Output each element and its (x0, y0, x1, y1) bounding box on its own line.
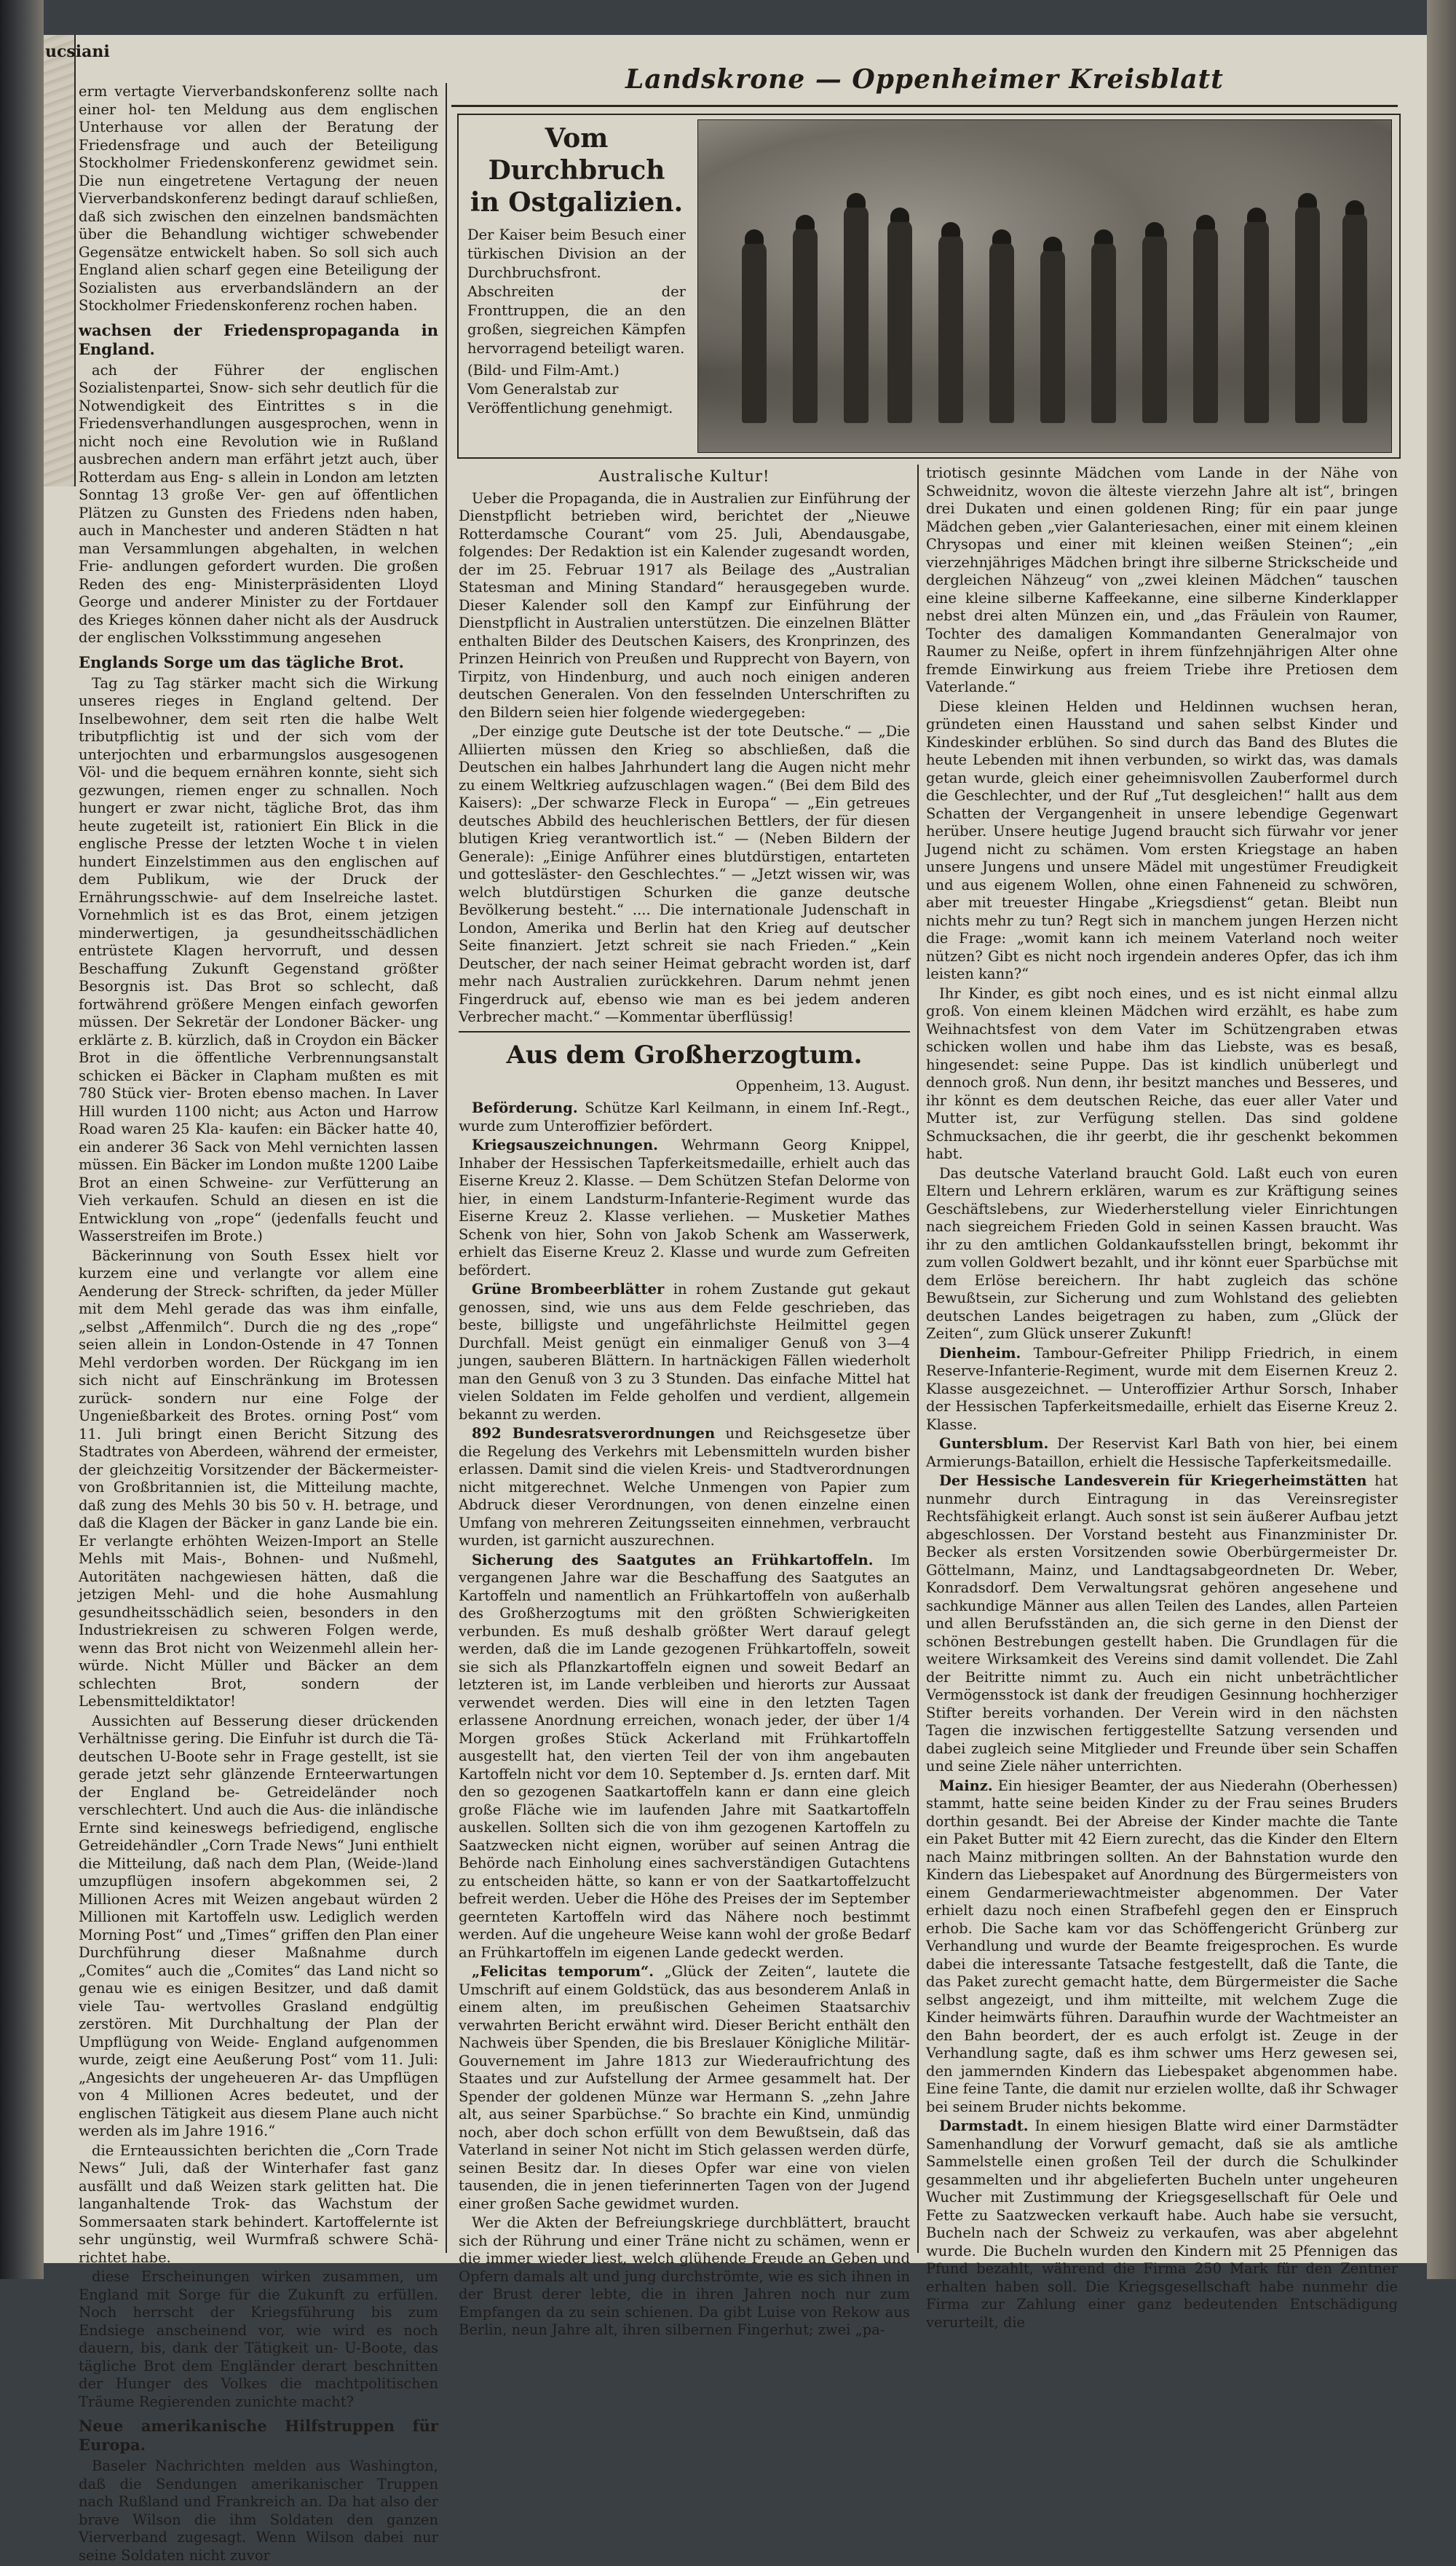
news-item-title: Kriegsauszeichnungen. (472, 1137, 658, 1153)
article-intro: erm vertagte Vierverbandskonferenz sollte nach einer hol- ten Meldung aus dem englischen Unterhause vor allen der Beratung der Friedensfrage und auch der Beteiligung Stockholmer Friedenskonferenz gewidmet sein. Die nun eingetretene Vertagung der neuen Vierverbandskonferenz bedingt darauf schließen, daß sich zwischen den einzelnen bandsmächten über die Behandlung wichtiger schwebender Gegensätze entwickelt haben. So soll sich auch England alien scharf gegen eine Beteiligung der Sozialisten aus erverbandsländern an der Stockholmer Friedenskonferenz rochen haben. (79, 83, 438, 314)
paragraph: ach der Führer der englischen Sozialistenpartei, Snow- sich sehr deutlich für die Notwendigkeit des Eintrittes s in die Friedensverhandlungen ausgesprochen, wenn in nicht noch eine Revolution wie in Rußland ausbrechen andern man erfährt jetzt auch, über Rotterdam aus Eng- s allein in London am letzten Sonntag 13 große Ver- gen auf öffentlichen Plätzen zu Gunsten des Friedens nden haben, auch in Manchester und anderen Städten n hat man Versammlungen abgehalten, in welchen Frie- andlungen gefordert wurden. Die großen Reden des eng- Ministerpräsidenten Lloyd George und anderer Minister zu der Fortdauer des Krieges können daher nicht als der Ausdruck der englischen Volksstimmung angesehen (79, 361, 438, 646)
photo-helmet (890, 208, 909, 222)
paragraph: Das deutsche Vaterland braucht Gold. Laßt euch von euren Eltern und Lehrern erklären, warum es zur Kräftigung seines Geschäftslebens, zur Wiederherstellung vieler Einrichtungen nach siegreichem Frieden Gold in seinen Kassen braucht. Was ihr zu den amtlichen Goldankaufsstellen bringt, bekommt ihr zum vollen Goldwert bezahlt, und ihr könnt euer Sparbüchse mit dem Erlöse bereichern. Ihr habt zugleich das schöne Bewußtsein, zur Sicherung und zum Wohlstand des geliebten deutschen Landes beigetragen zu haben, zum „Glück der Zeiten“, zum Glück unserer Zukunft! (926, 1164, 1398, 1342)
news-item (459, 1425, 910, 1550)
photo-figure (1342, 212, 1367, 423)
column-1 (79, 83, 438, 2566)
photo-title-line1: Vom Durchbruch (488, 123, 665, 186)
news-item-text: und Reichsgesetze über die Regelung des Verkehrs mit Lebensmitteln wurden bisher erlassen. Damit sind die vielen Kreis- und Stadtverordnungen nicht mitgerechnet. Welche Unmengen von Papier zum Abdruck dieser Verordnungen, von denen einzelne einen Umfang von mehreren Zeitungsseiten einnehmen, verbraucht wurden, ist garnicht auszurechnen. (459, 1425, 910, 1549)
page-edge (1427, 0, 1456, 2279)
dateline: Oppenheim, 13. August. (735, 1077, 910, 1094)
news-item-text: „Glück der Zeiten“, lautete die Umschrift auf einem Goldstück, das aus besonderem Anlaß in einem alten, im preußischen Geheimen Staatsarchiv verwahrten Bericht erwähnt wird. Dieser Bericht enthält den Nachweis über Spenden, die bis Breslauer Königliche Militär-Gouvernement im Jahre 1813 zur Wiederaufrichtung des Staates und zur Aufstellung der Armee gesammelt hat. Der Spender der goldenen Münze war Hermann S. „zehn Jahre alt, aus seiner Sparbüchse.“ So brachte ein Kind, unmündig noch, aber doch schon erfüllt von dem Bewußtsein, daß das Vaterland in seiner Not nicht im Stich gelassen werden dürfe, seinen Besitz dar. In dieses Opfer war eine von vielen tausenden, die in jenen tieferinnerten Tagen von der Jugend einer großen Sache gewidmet wurden. (459, 1963, 910, 2212)
news-item-text: hat nunmehr durch Eintragung in das Vereinsregister Rechtsfähigkeit erlangt. Auch sonst ist sein äußerer Aufbau jetzt abgeschlossen. Der Vorstand besteht aus Finanzminister Dr. Becker als ersten Vorsitzenden sowie Oberbürgermeister Dr. Göttelmann, Mainz, und Landtagsabgeordneten Dr. Weber, Konradsdorf. Dem Verwaltungsrat gehören angesehene und sachkundige Männer aus allen Teilen des Landes, allen Parteien und allen Berufsständen an, die sich gerne in den Dienst der schönen Bestrebungen gestellt haben. Die Grundlagen für die weitere Wirksamkeit des Vereins sind damit vollendet. Die Zahl der Beitritte nimmt zu. Auch ein nicht unbeträchtlicher Vermögensstock ist dank der freudigen Gesinnung hochherziger Stifter bereits vorhanden. Der Verein wird in den nächsten Tagen die inzwischen fertiggestellte Satzung versenden und dabei zugleich seine Mitglieder und Freunde über sein Schaffen und seine Ziele näher unterrichten. (926, 1472, 1398, 1775)
photo-figure (1244, 219, 1269, 423)
photo-helmet (796, 215, 815, 229)
news-item-title: „Felicitas temporum“. (472, 1963, 654, 1980)
photo-figure (1193, 226, 1218, 423)
news-item (926, 1345, 1398, 1434)
headline-australische-kultur: Australische Kultur! (598, 467, 770, 485)
photo-figure (887, 219, 912, 423)
photo-helmet (1298, 193, 1317, 208)
photo-helmet (1247, 208, 1266, 222)
map-label: ucsiani (45, 42, 110, 61)
photo-helmet (992, 229, 1011, 244)
news-item-text: Wehrmann Georg Knippel, Inhaber der Hessischen Tapferkeitsmedaille, erhielt auch das Eiserne Kreuz 2. Klasse. — Dem Schützen Stefan Delorme von hier, in einem Landsturm-Infanterie-Regiment wurde das Eiserne Kreuz 2. Klasse verliehen. — Musketier Mathes Schenk von hier, Sohn von Jakob Schenk am Wasserwerk, erhielt das Eiserne Kreuz 2. Klasse und wurde zum Gefreiten befördert. (459, 1137, 910, 1279)
news-item-title: Sicherung des Saatgutes an Frühkartoffeln. (472, 1551, 874, 1568)
news-item-text: in rohem Zustande gut gekaut genossen, sind, wie uns aus dem Felde geschrieben, das beste, billigste und ungefährlichste Heilmittel gegen Durchfall. Meist genügt ein einmaliger Genuß von 3—4 jungen, sauberen Blättern. In hartnäckigen Fällen wiederholt man den Genuß von 3 zu 3 Stunden. Das einfache Mittel hat vielen Soldaten im Felde geholfen und verdient, allgemein bekannt zu werden. (459, 1281, 910, 1423)
column-3 (926, 465, 1398, 2333)
paragraph: „Der einzige gute Deutsche ist der tote Deutsche.“ — „Die Alliierten müssen den Krieg so abschließen, daß die Deutschen ein halbes Jahrhundert lang die Augen nicht mehr zu einem Weltkrieg aufzuschlagen wagen.“ (Bei dem Bild des Kaisers): „Der schwarze Fleck in Europa“ — „Ein getreues deutsches Abbild des heuchlerischen Bettlers, der für diesen blutigen Krieg verantwortlich ist.“ — (Neben Bildern der Generale): „Einige Anführer eines blutdürstigen, entarteten und gottesläster- den Geschlechtes.“ — „Jetzt wissen wir, was welch blutdürstigen Schurken die ganze deutsche Bevölkerung besteht.“ .... Die internationale Judenschaft in London, Amerika und Berlin hat den Krieg auf deutscher Seite finanziert. Jetzt schreit sie nach Frieden.“ „Kein Deutscher, der nach seiner Heimat gebracht worden ist, darf mehr nach Australien zurückkehren. Darum nehmt jenen Fingerdruck auf, ebenso wie man es bei jedem anderen Verbrecher macht.“ —Kommentar überflüssig! (459, 723, 910, 1025)
paragraph: Tag zu Tag stärker macht sich die Wirkung unseres rieges in England geltend. Der Inselbewohner, dem seit rten die halbe Welt tributpflichtig ist und der sich vom der unterjochten und erbarmungslos ausgesogenen Völ- und die bequem ernähren konnte, sieht sich gezwungen, riemen enger zu schnallen. Noch hungert er zwar nicht, tägliche Brot, das ihm heute zugeteilt ist, rationiert Ein Blick in die englische Presse der letzten Woche t in vielen hundert Einzelstimmen aus den englischen auf dem Publikum, wie der Druck der Ernährungsschwie- auf dem Inselreiche lastet. Vornehmlich ist es das Brot, einem jetzigen minderwertigen, ja gesundheitsschädlichen entrüstete Klagen hervorruft, und dessen Beschaffung Zukunft Gegenstand größter Besorgnis ist. Das Brot so schlecht, daß fortwährend größere Mengen einfach geworfen müssen. Der Sekretär der Londoner Bäcker- ung erklärte z. B. kürzlich, daß in Croydon ein Bäcker Brot in die öffentliche Verbrennungsanstalt schicken ei Bäcker in Clapham mußten es mit 780 Stück vier- Broten ebenso machen. In Laver Hill wurden 1100 nicht; aus Acton und Harrow Road waren 25 Kla- kaufen: ein Bäcker hatte 40, ein anderer 36 Sack von Mehl vernichten lassen müssen. Ein Bäcker im London mußte 1200 Laibe Brot an einen Schweine- zur Verfütterung an Vieh verkaufen. Schuld an diesen en ist die Entwicklung von „rope“ (jedenfalls feucht und Wasserstreifen im Brote.) (79, 674, 439, 1244)
news-item-text: Tambour-Gefreiter Philipp Friedrich, in einem Reserve-Infanterie-Regiment, wurde mit dem Eisernen Kreuz 2. Klasse ausgezeichnet. — Unteroffizier Arthur Sorsch, Inhaber der Hessischen Tapferkeitsmedaille, erhielt das Eiserne Kreuz 2. Klasse. (926, 1344, 1398, 1433)
news-item (459, 1281, 910, 1424)
paragraph: Diese kleinen Helden und Heldinnen wuchsen heran, gründeten einen Hausstand und sahen selbst Kinder und Kindeskinder erblühen. So sind durch das Band des Blutes die heute Lebenden mit ihnen verbunden, so wirkt das, was damals getan wurde, gleich einer geheimnisvollen Zauberformel durch die Geschlechter, und der Ruf „Tut desgleichen!“ hallt aus dem Schatten der Vergangenheit in unsere lebendige Gegenwart herüber. Unsere heutige Jugend braucht sich fürwahr vor jener Jugend nicht zu schämen. Vom ersten Kriegstage an haben unsere Jungens und unsere Mädel mit ungestümer Freudigkeit und aus eigenem Wollen, ohne einen Fahneneid zu schwören, aber mit treuester Hingabe „Kriegsdienst“ getan. Bleibt nun nichts mehr zu tun? Regt sich in manchem jungen Herzen nicht die Frage: „womit kann ich meinem Vaterland noch weiter nützen? Gibt es nicht noch irgendein anderes Opfer, das ich ihm leisten kann?“ (926, 698, 1398, 982)
book-binding (0, 0, 44, 2279)
photograph (697, 119, 1392, 453)
paragraph: triotisch gesinnte Mädchen vom Lande in der Nähe von Schweidnitz, wovon die älteste vierzehn Jahre alt ist“, bringen drei Dukaten und einen goldenen Ring; für ein paar junge Mädchen geben „vier Galanteriesachen, einer mit einem kleinen Chrysopas und einer mit kleinen weißen Steinen“; „ein vierzehnjähriges Mädchen bringt ihre silberne Strickscheide und dergleichen Nähzeug“ von „zwei kleinen Mädchen“ tauschen eine kleine silberne Kaffeekanne, eine silberne Kinderklapper nebst drei alten Münzen ein, und „das Fräulein von Raumer, Tochter des damaligen Kommandanten Generalmajor von Raumer zu Neiße, opfert in ihrem fünfzehnjährigen Alter ohne fremde Einwirkung aus freiem Triebe ihre Pretiosen dem Vaterlande.“ (926, 465, 1398, 695)
news-item-title: Darmstadt. (939, 2117, 1029, 2134)
news-item (459, 1963, 910, 2213)
masthead: Landskrone — Oppenheimer Kreisblatt (625, 64, 1224, 95)
photo-helmet (1145, 222, 1164, 237)
paragraph: die Ernteaussichten berichten die „Corn Trade News“ Juli, daß der Winterhafer fast ganz ausfällt und daß Weizen stark gelitten hat. Die langanhaltende Trok- das Wachstum der Sommersaaten stark behindert. Kartoffelernte ist sehr ungünstig, weil Wurmfraß schwere Schä- richtet habe. (79, 2141, 438, 2266)
news-item (926, 1435, 1398, 1471)
news-item-title: 892 Bundesratsverordnungen (472, 1425, 716, 1442)
column-2 (459, 465, 910, 2341)
news-item-title: Beförderung. (472, 1100, 578, 1116)
photo-figure (742, 241, 767, 423)
photo-note: Vom Generalstab zur Veröffentlichung genehmigt. (467, 381, 673, 417)
photo-figure (1142, 234, 1167, 423)
photo-figure (989, 241, 1014, 423)
column-rule (446, 83, 447, 2253)
paragraph: diese Erscheinungen wirken zusammen, um England mit Sorge für die Zukunft zu erfüllen. Noch herrscht der Kriegsführung bis zum Endsiege anscheinend vor, wie wird es noch dauern, bis, dank der Tätigkeit un- U-Boote, das tägliche Brot dem Engländer derart beschnitten der Hunger des Volkes die machtpolitischen Träume Regierenden zunichte macht? (79, 2268, 438, 2410)
paragraph: Aussichten auf Besserung dieser drückenden Verhältnisse gering. Die Einfuhr ist durch die Tä- deutschen U-Boote sehr in Frage gestellt, ist sie gerade jetzt sehr glänzende Ernteerwartungen der England be- Getreideländer noch verschlechtert. Und auch die Aus- die inländische Ernte sind keineswegs befriedigend, englische Getreidehändler „Corn Trade News“ Juni enthielt die Mitteilung, daß nach dem Plan, (Weide-)land umzupflügen insofern abgekommen sei, 2 Millionen Acres mit Weizen angebaut würden 2 Millionen mit Kartoffeln usw. Lediglich werden Morning Post“ und „Times“ griffen den Plan einer Durchführung dieser Maßnahme durch „Comites“ auch die „Comites“ das Land nicht so genau wie es einigen Besitzer, und daß damit viele Tau- wertvolles Grasland endgültig zerstören. Mit Durchhaltung der Plan der Umpflügung von Weide- England aufgenommen wurde, zeigt eine Aeußerung Post“ vom 11. Juli: „Angesichts der ungeheueren Ar- das Umpflügen von 4 Millionen Acres bedeutet, und der englischen Tätigkeit aus diesem Plane auch nicht werden als im Jahre 1916.“ (79, 1712, 438, 2139)
photo-helmet (1345, 200, 1364, 215)
map-fragment (44, 35, 110, 486)
news-item-title: Der Hessische Landesverein für Kriegerheimstätten (939, 1472, 1367, 1489)
section-rule (459, 1031, 910, 1033)
photo-helmet (745, 229, 764, 244)
paragraph: Baseler Nachrichten melden aus Washington, daß die Sendungen amerikanischer Truppen nach Rußland und Frankreich an. Da hat also der brave Wilson die ihm Soldaten den ganzen Vierverband zugesagt. Wenn Wilson dabei nur seine Soldaten nicht zuvor (79, 2458, 438, 2564)
news-item-title: Guntersblum. (939, 1435, 1049, 1452)
photo-figure (1091, 241, 1116, 423)
paragraph: Ihr Kinder, es gibt noch eines, und es ist nicht einmal allzu groß. Von einem kleinen Mädchen wird erzählt, es habe zum Weihnachtsfest von dem Vater im Schützengraben etwas schicken wollen und habe ihm das Liebste, was es besaß, hingesendet: seine Puppe. Das ist kindlich unüberlegt und dennoch groß. Nun denn, ihr besitzt manches und Besseres, und ihr könnt es dem deutschen Reiche, das euer aller Vater und Mutter ist, zur Verfügung stellen. Das sind goldene Schmucksachen, die ihr geerbt, die ihr geschenkt bekommen habt. (926, 984, 1398, 1162)
news-item-text: Schütze Karl Keilmann, in einem Inf.-Regt., wurde zum Unteroffizier befördert. (459, 1100, 910, 1134)
paragraph: Wer die Akten der Befreiungskriege durchblättert, braucht sich der Rührung und einer Träne nicht zu schämen, wenn er die immer wieder liest, welch glühende Freude an Geben und Opfern damals alt und jung durchströmte, wie es sich ihnen in der Brust derer lebte, die in ihren Jahren noch nur zum Empfangen da zu sein schienen. Da gibt Luise von Rekow aus Berlin, neun Jahre alt, ihren silbernen Fingerhut; zwei „pa- (459, 2214, 910, 2338)
masthead-rule (451, 105, 1398, 107)
news-item (926, 2117, 1398, 2332)
photo-helmet (1043, 237, 1062, 251)
photo-helmet (941, 222, 960, 237)
paragraph: Ueber die Propaganda, die in Australien zur Einführung der Dienstpflicht betrieben wird, berichtet der „Nieuwe Rotterdamsche Courant“ vom 25. Juli, Abendausgabe, folgendes: Der Redaktion ist ein Kalender zugesandt worden, der im 25. Februar 1917 als Beilage des „Australian Statesman and Mining Standard“ herausgegeben wurde. Dieser Kalender soll den Kampf zur Einführung der Dienstpflicht in Australien unterstützen. Die einzelnen Blätter enthalten Bilder des Deutschen Kaisers, des Kronprinzen, des Prinzen Heinrich von Preußen und Rupprecht von Bayern, von Tirpitz, von Hindenburg, und auch noch einigen anderen deutschen Generalen. Von den fesselnden Unterschriften zu den Bildern seien hier folgende wiedergegeben: (459, 489, 910, 721)
headline-hilfstruppen: Neue amerikanische Hilfstruppen für Europa. (79, 2417, 438, 2454)
headline-brot: Englands Sorge um das tägliche Brot. (79, 652, 404, 671)
news-item (926, 1472, 1398, 1776)
headline-friedenspropaganda: wachsen der Friedenspropaganda in England. (79, 320, 438, 358)
news-item-text: Im vergangenen Jahre war die Beschaffung des Saatgutes an Kartoffeln und namentlich an Frühkartoffeln von außerhalb des Großherzogtums mit den größten Schwierigkeiten verbunden. Es muß deshalb größter Wert darauf gelegt werden, daß die im Lande gezogenen Frühkartoffeln, soweit sie sich als Pflanzkartoffeln eignen und soweit Bedarf an letzteren ist, im Lande verbleiben und hierorts zur Aussaat verwendet werden. Dies will eine in den letzten Tagen erlassene Anordnung erreichen, wonach jeder, der über 1/4 Morgen großes Stück Ackerland mit Frühkartoffeln ausgestellt hat, den vierten Teil der von ihm angebauten Kartoffeln nicht vor dem 10. September d. Js. ernten darf. Mit den so gezogenen Saatkartoffeln kann er dann eine gleich große Fläche wie im laufenden Jahre mit Saatkartoffeln auskellen. Sollten sich die von ihm gezogenen Kartoffeln zu Saatzwecken nicht eignen, worüber auf seinen Antrag die Behörde nach Einholung eines sachverständigen Gutachtens zu entscheiden hätte, so kann er von der Saatkartoffelzucht befreit werden. Ueber die Höhe des Preises der im September geernteten Kartoffeln wird das Nähere noch bestimmt werden. Auf die ungeheure Weise kann wohl der große Bedarf an Frühkartoffeln im eigenen Lande gedeckt werden. (459, 1551, 910, 1961)
photo-title-line2: in Ostgalizien. (470, 187, 684, 218)
photo-title (467, 122, 686, 218)
paragraph: Bäckerinnung von South Essex hielt vor kurzem eine und verlangte vor allem eine Aenderung der Streck- schriften, da jeder Müller mit dem Mehl gerade das was ihm einfalle, „selbst „Affenmilch“. Durch die ng des „rope“ seien allein in London-Ostende in 47 Tonnen Mehl verdorben worden. Der Rückgang im ien sich nicht auf Einschränkung im Brotessen zurück- sondern nur eine Folge der Ungenießbarkeit des Brotes. orning Post“ vom 11. Juli bringt einen Bericht Sitzung des Stadtrates von Aberdeen, während der ermeister, der gleichzeitig Vorsitzender der Bäckermeister- von Großbritannien ist, die Mitteilung machte, daß zung des Mehls 30 bis 50 v. H. betrage, und daß die Klagen der Bäcker in ganz Lande bie ein. Er verlangte erhöhten Weizen-Import an Stelle Mehls mit Mais-, Bohnen- und Nußmehl, Autoritäten nachgewiesen hätten, daß die jetzigen Mehl- und die hohe Ausmahlung gesundheitsschädlich seien, besonders in den Industriekreisen zu schweren Folgen werde, wenn das Brot nicht von Weizenmehl allein her- würde. Nicht Müller und Bäcker an dem schlechten Brot, sondern der Lebensmitteldiktator! (79, 1247, 438, 1710)
photo-figure (938, 234, 963, 423)
photo-helmet (1196, 215, 1215, 229)
photo-figure (844, 205, 869, 423)
news-item-text: Ein hiesiger Beamter, der aus Niederahn (Oberhessen) stammt, hatte seine beiden Kinder zu der Frau seines Bruders dorthin gesandt. Bei der Abreise der Kinder machte die Tante ein Paket Butter mit 42 Eiern zurecht, das die Kinder den Eltern nach Mainz mitbringen sollten. An der Bahnstation wurde den Kindern das Liebespaket auf Anordnung des Bürgermeisters von einem Gendarmeriewachtmeister abgenommen. Der Vater erhielt dazu noch einen Strafbefehl gegen den er Einspruch erhob. Die Sache kam vor das Schöffengericht Grünberg zur Verhandlung und wurde der Beamte freigesprochen. Es wurde dabei die interessante Tatsache festgestellt, daß die Tante, die das Paket zurecht gemacht hatte, dem Bürgermeister die Sache selbst angezeigt, und ihm mitteilte, mit welchem Zuge die Kinder heimwärts führen. Daraufhin wurde der Wachtmeister an den Bahn beordert, der es auch erfolgt ist. Zeuge in der Verhandlung sagte, daß es ihm schwer ums Herz gewesen sei, den jammernden Kindern das Liebespaket abgenommen habe. Eine feine Tante, die damit nur erzielen wollte, daß ihr Schwager bei seinem Bruder nichts bekomme. (926, 1777, 1398, 2115)
news-item-title: Mainz. (939, 1777, 993, 1794)
news-item (459, 1552, 910, 1962)
news-item (459, 1137, 910, 1279)
news-item-title: Grüne Brombeerblätter (472, 1281, 665, 1298)
photo-text: Der Kaiser beim Besuch einer türkischen Division an der Durchbruchsfront. Abschreiten der Fronttruppen, die an den großen, siegreichen Kämpfen hervorragend beteiligt waren. (467, 226, 686, 357)
news-item-title: Dienheim. (939, 1344, 1021, 1362)
news-item (459, 1100, 910, 1135)
newspaper-page (44, 35, 1427, 2564)
section-title: Aus dem Großherzogtum. (506, 1040, 863, 1070)
photo-helmet (847, 193, 866, 208)
news-item-text: Der Reservist Karl Bath von hier, bei einem Armierungs-Bataillon, erhielt die Hessische Tapferkeitsmedaille. (926, 1435, 1398, 1470)
column-rule (917, 465, 919, 2253)
photo-caption (467, 122, 686, 418)
photo-credit: (Bild- und Film-Amt.) (467, 362, 620, 379)
photo-figure (793, 226, 818, 423)
news-item-text: In einem hiesigen Blatte wird einer Darmstädter Samenhandlung der Vorwurf gemacht, daß sie als amtliche Sammelstelle einen großen Teil der durch die Schulkinder gesammelten und ihr abgelieferten Bucheln unter ungeheuren Wucher mit Zustimmung der Kriegsgesellschaft für Oele und Fette zu Saatzwecken verkauft habe. Auch habe sie versucht, Bucheln nach der Schweiz zu verkaufen, was aber abgelehnt wurde. Die Bucheln wurden den Kindern mit 25 Pfennigen das Pfund bezahlt, während die Firma 250 Mark für den Zentner erhalten haben soll. Die Kriegsgesellschaft habe nunmehr die Firma zur Zahlung einer ganz bedeutenden Entschädigung verurteilt, die (926, 2117, 1398, 2331)
photo-figure (1295, 205, 1320, 423)
photo-figure (1040, 248, 1065, 423)
news-item (926, 1777, 1398, 2117)
photo-feature (457, 114, 1401, 459)
photo-helmet (1094, 229, 1113, 244)
